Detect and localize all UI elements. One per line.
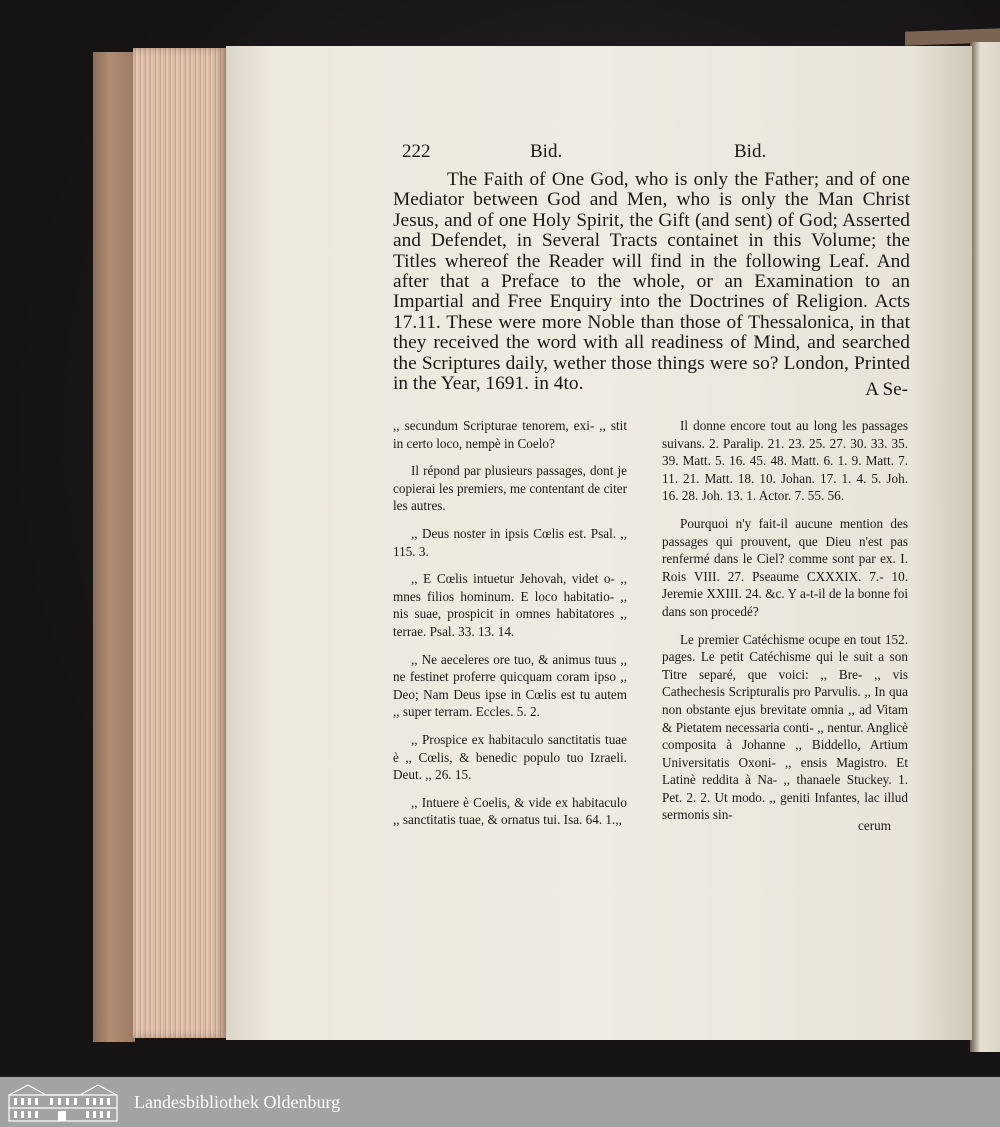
right-page-edge (970, 42, 1000, 1052)
page-number: 222 (402, 141, 431, 162)
right-catchword: cerum (858, 818, 891, 833)
left-column (393, 417, 627, 839)
main-entry-text: The Faith of One God, who is only the Father; and of one Mediator between God and Men, who is only the Man Christ Jesus, and of one Holy Spirit, the Gift (and sent) of God; Asserted and Defendet, in Several Tracts containet in this Volume; the Titles whereof the Reader will find in the following Leaf. And after that a Preface to the whole, or an Examination to an Impartial and Free Enquiry into the Doctrines of Religion. Acts 17.11. These were more Noble than those of Thessalonica, in that they received the word with all readiness of Mind, and searched the Scriptures daily, wether those things were so? London, Printed in the Year, 1691. in 4to. (393, 169, 910, 395)
left-paragraph: ,, Deus noster in ipsis Cœlis est. Psal. ,, 115. 3. (393, 525, 627, 559)
left-paragraph: ,, Ne aeceleres ore tuo, & animus tuus ,, ne festinet proferre quicquam coram ipso ,, Deo; Nam Deus ipse in Cœlis est tu autem ,, super terram. Eccles. 5. 2. (393, 651, 627, 720)
catchword: A Se- (865, 379, 908, 400)
right-paragraph: Pourquoi n'y fait-il aucune mention des passages qui prouvent, que Dieu n'est pas renfermé dans le Ciel? comme sont par ex. I. Rois VIII. 27. Pseaume CXXXIX. 7.- 10. Jeremie XXIII. 24. &c. Y a-t-il de la bonne foi dans son procedé? (662, 515, 908, 619)
book-cover-left (93, 52, 135, 1042)
right-paragraph: Le premier Catéchisme ocupe en tout 152. pages. Le petit Catéchisme qui le suit a son Titre separé, que voici: ,, Bre- ,, vis Cathechesis Scripturalis pro Parvulis. ,, In qua non obstante ejus brevitate omnia ,, ad Vitam & Pietatem necessaria conti- ,, nentur. Anglicè composita à Johanne ,, Biddello, Artium Universitatis Oxoni- ,, ensis Magistro. Et Latinè reddita à Na- ,, thanaele Stuckey. 1. Pet. 2. 2. Ut modo. ,, geniti Infantes, lac illud sermonis sin- (662, 631, 908, 823)
left-paragraph: ,, Intuere è Coelis, & vide ex habitaculo ,, sanctitatis tuae, & ornatus tui. Isa. 64. 1.,, (393, 794, 627, 828)
left-paragraph: Il répond par plusieurs passages, dont je copierai les premiers, me contentant de citer les autres. (393, 463, 627, 514)
page-block-edge (133, 48, 227, 1038)
running-head-right: Bid. (734, 141, 767, 162)
left-paragraph: ,, Prospice ex habitaculo sanctitatis tuae è ,, Cœlis, & benedic populo tuo Izraeli. Deut. ,, 26. 15. (393, 731, 627, 783)
right-column (662, 417, 908, 834)
library-name: Landesbibliothek Oldenburg (134, 1092, 341, 1112)
running-head-left: Bid. (530, 141, 563, 162)
footer-bar (0, 1077, 1000, 1127)
left-paragraph: ,, secundum Scripturae tenorem, exi- ,, stit in certo loco, nempè in Coelo? (393, 418, 627, 451)
library-building-logo-icon (6, 1081, 120, 1123)
book-page (226, 46, 972, 1040)
right-paragraph: Il donne encore tout au long les passages suivans. 2. Paralip. 21. 23. 25. 27. 30. 33. 35. 39. Matt. 5. 16. 45. 48. Matt. 6. 1. 9. Matt. 7. 11. 21. Matt. 18. 10. Johan. 17. 1. 4. 5. Joh. 16. 28. Joh. 13. 1. Actor. 7. 55. 56. (662, 418, 908, 504)
left-paragraph: ,, E Cœlis intuetur Jehovah, videt o- ,, mnes filios hominum. E loco habitatio- ,, nis suae, prospicit in omnes habitatores ,, terrae. Psal. 33. 13. 14. (393, 571, 627, 639)
